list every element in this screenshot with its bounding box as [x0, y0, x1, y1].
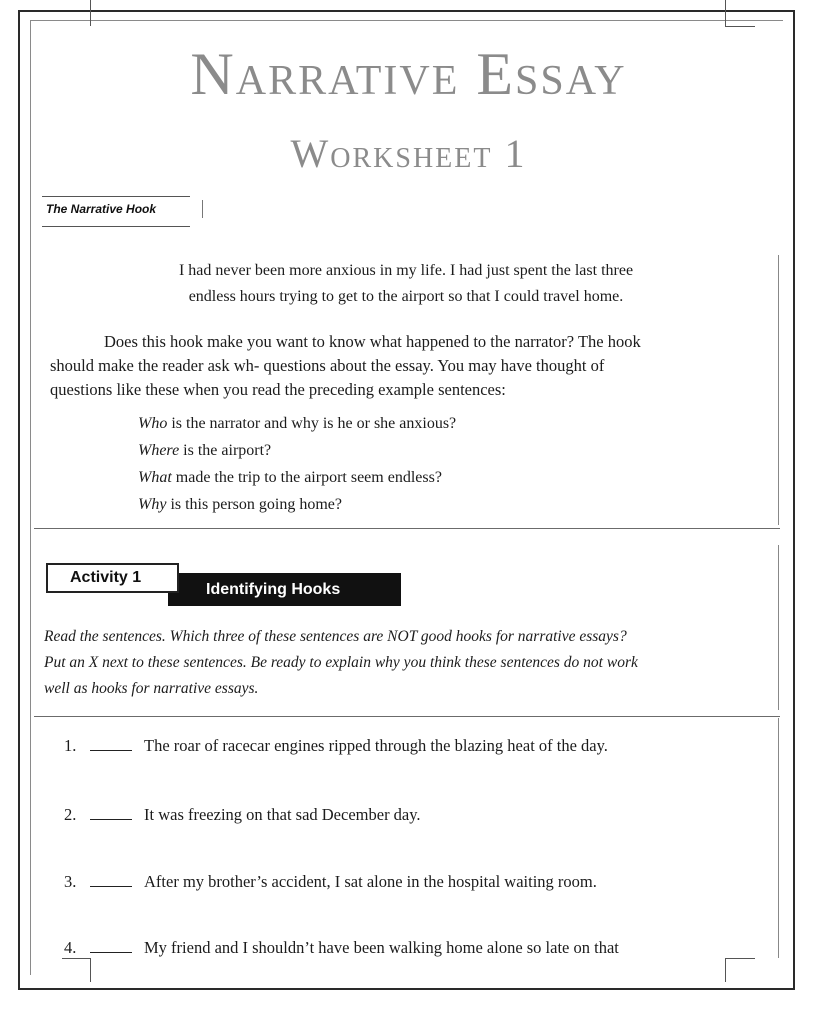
section-rule-bottom	[42, 226, 190, 227]
crop-mark-top-left	[90, 0, 91, 26]
wh-word: Who	[138, 415, 168, 432]
list-item	[64, 870, 597, 894]
answer-blank[interactable]	[90, 749, 132, 751]
item-text: After my brother’s accident, I sat alone in the hospital waiting room.	[144, 872, 597, 891]
instructions-divider	[34, 716, 780, 717]
list-item	[64, 803, 421, 827]
section-rule-top	[42, 196, 190, 197]
crop-mark-top-right-h	[725, 26, 755, 27]
instruction-line: Put an X next to these sentences. Be ready to explain why you think these sentences do not work	[44, 654, 638, 671]
paragraph-line: should make the reader ask wh- questions about the essay. You may have thought of	[50, 356, 605, 375]
crop-mark-bottom-right	[725, 958, 726, 982]
item-text: It was freezing on that sad December day.	[144, 805, 421, 824]
quote-line: endless hours trying to get to the airport so that I could travel home.	[188, 288, 624, 305]
instruction-line: well as hooks for narrative essays.	[44, 680, 259, 697]
list-item	[64, 734, 608, 758]
section-label: The Narrative Hook	[46, 202, 157, 216]
wh-question-text: is this person going home?	[166, 496, 342, 513]
item-text: The roar of racecar engines ripped through the blazing heat of the day.	[144, 736, 608, 755]
crop-mark-top-right	[725, 0, 726, 26]
wh-question	[138, 437, 456, 464]
section-tick	[202, 200, 203, 218]
wh-word: Where	[138, 442, 180, 459]
list-item	[64, 936, 619, 960]
activity-title: Identifying Hooks	[168, 573, 401, 606]
wh-word: Why	[138, 496, 167, 513]
wh-question-text: is the narrator and why is he or she anxious?	[167, 415, 457, 432]
wh-question-text: made the trip to the airport seem endless?	[171, 469, 442, 486]
item-number: 4.	[64, 938, 77, 957]
wh-question	[138, 491, 456, 518]
item-text: My friend and I shouldn’t have been walking home alone so late on that	[144, 938, 619, 957]
paragraph-line: questions like these when you read the preceding example sentences:	[50, 380, 506, 399]
right-margin-line-3	[778, 718, 779, 958]
item-number: 1.	[64, 736, 77, 755]
example-hook-quote	[100, 258, 712, 310]
answer-blank[interactable]	[90, 951, 132, 953]
section-divider	[34, 528, 780, 529]
item-number: 3.	[64, 872, 77, 891]
wh-question-text: is the airport?	[179, 442, 272, 459]
quote-line: I had never been more anxious in my life. I had just spent the last three	[178, 262, 634, 279]
page-title: Narrative Essay	[190, 41, 627, 107]
explanation-paragraph	[50, 330, 762, 402]
crop-mark-bottom-right-h	[725, 958, 755, 959]
wh-question	[138, 464, 456, 491]
answer-blank[interactable]	[90, 885, 132, 887]
page-subtitle: Worksheet 1	[290, 131, 527, 176]
wh-word: What	[138, 469, 172, 486]
instruction-line: Read the sentences. Which three of these sentences are NOT good hooks for narrative essays?	[44, 628, 627, 645]
wh-question	[138, 410, 456, 437]
answer-blank[interactable]	[90, 818, 132, 820]
crop-mark-bottom-left	[90, 958, 91, 982]
activity-instructions	[44, 624, 764, 702]
activity-label: Activity 1	[46, 563, 179, 593]
paragraph-line: Does this hook make you want to know what happened to the narrator? The hook	[104, 332, 641, 351]
wh-question-list	[138, 410, 456, 518]
right-margin-line-1	[778, 255, 779, 525]
item-number: 2.	[64, 805, 77, 824]
right-margin-line-2	[778, 545, 779, 710]
